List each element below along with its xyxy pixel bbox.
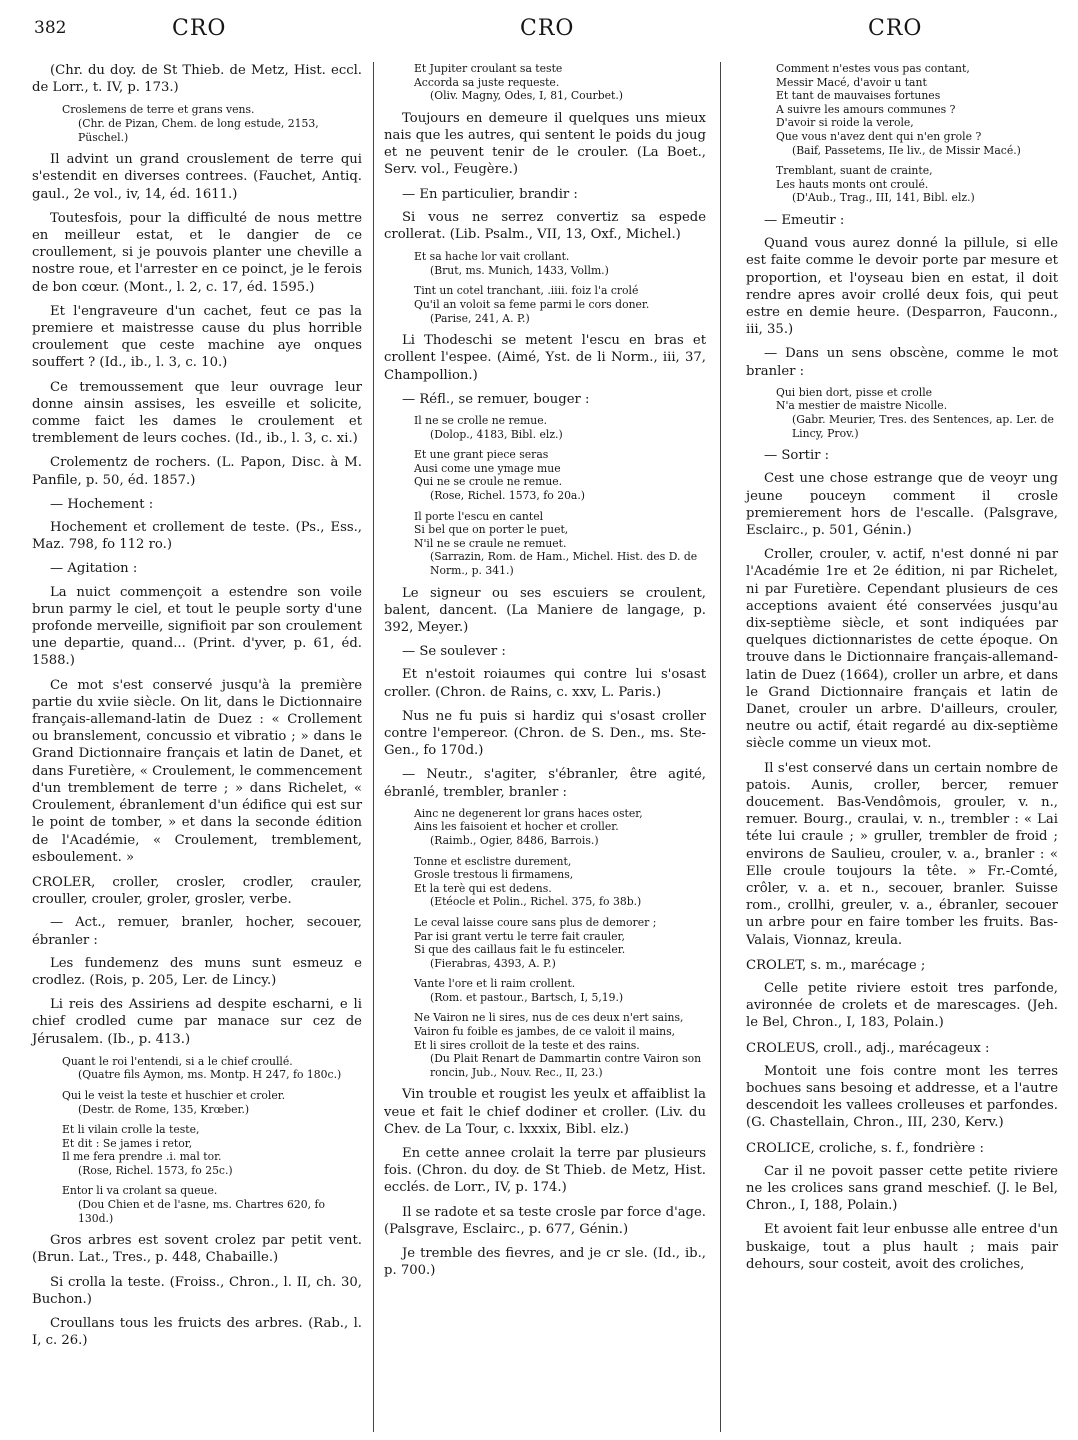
citation-paragraph: Croller, crouler, v. actif, n'est donné ni par l'Académie 1re et 2e édition, ni par Richelet, ni par Furetière. Cependant plusieurs de ces acceptions avaient été conservées jusqu'au dix-septième siècle, et sont indiquées par quelques dictionnaristes de cette époque. On trouve dans le Dictionnaire français-allemand-latin de Duez (1664), croller un arbre, et dans le Grand Dictionnaire français et latin de Danet, crouler un arbre. D'ailleurs, crouler, neutre ou actif, était regardé au dix-septième siècle comme un vieux mot. [746, 547, 1058, 752]
quotation-line: Tonne et esclistre durement, [414, 854, 572, 868]
quotation-line: Et Jupiter croulant sa teste [414, 62, 563, 75]
sense-heading: — Hochement : [50, 496, 154, 512]
quotation-line: Et li vilain crolle la teste, [62, 1123, 200, 1137]
quotation-source: (Etéocle et Polin., Richel. 375, fo 38b.) [430, 895, 642, 909]
citation-paragraph: Le signeur ou ses escuiers se croulent, balent, dancent. (La Maniere de langage, p. 392, Meyer.) [384, 585, 706, 635]
quotation-line: Qui bien dort, pisse et crolle [776, 385, 933, 399]
sense-heading: — Réfl., se remuer, bouger : [402, 391, 590, 407]
citation-paragraph: Gros arbres est sovent crolez par petit vent. (Brun. Lat., Tres., p. 448, Chabaille.) [32, 1233, 362, 1266]
quotation-line: Comment n'estes vous pas contant, [776, 62, 970, 75]
quotation-line: Vairon fu foible es jambes, de ce valoit il mains, [414, 1025, 676, 1039]
quotation-source: (Baif, Passetems, IIe liv., de Missir Macé.) [792, 143, 1021, 157]
entry-headword: CROLET, s. m., marécage ; [746, 957, 926, 973]
verse-quotation [32, 103, 362, 144]
column-center [384, 62, 706, 1286]
quotation-source: (Brut, ms. Munich, 1433, Vollm.) [430, 263, 609, 277]
verse-quotation [32, 1055, 362, 1082]
quotation-source: (Oliv. Magny, Odes, I, 81, Courbet.) [430, 89, 623, 103]
verse-quotation [384, 250, 706, 277]
quotation-line: D'avoir si roide la verole, [776, 116, 914, 130]
quotation-line: Ausi come une ymage mue [414, 461, 561, 475]
quotation-source: (Fierabras, 4393, A. P.) [430, 956, 556, 970]
verse-quotation [746, 386, 1058, 440]
citation-paragraph: Les fundemenz des muns sunt esmeuz e crodlez. (Rois, p. 205, Ler. de Lincy.) [32, 955, 362, 988]
citation-paragraph: Li reis des Assiriens ad despite escharni, e li chief crodled cume par manace sur cez de Jérusalem. (Ib., p. 413.) [32, 997, 362, 1047]
verse-quotation [746, 164, 1058, 205]
quotation-source: (Du Plait Renart de Dammartin contre Vairon son roncin, Jub., Nouv. Rec., II, 23.) [430, 1052, 702, 1079]
sense-heading: — Agitation : [50, 561, 138, 577]
column-divider-right [720, 62, 721, 1432]
citation-paragraph: Toutesfois, pour la difficulté de nous mettre en meilleur estat, et le dangier de ce croullement, si je pouvois planter une cheville a nostre roue, et l'arrester en ce poinct, je le ferois de bon cœur. (Mont., l. 2, c. 17, éd. 1595.) [32, 210, 362, 295]
sense-heading: — Act., remuer, branler, hocher, secouer, ébranler : [32, 915, 362, 948]
verse-quotation [384, 1011, 706, 1079]
quotation-source: (Raimb., Ogier, 8486, Barrois.) [430, 833, 599, 847]
sense-heading: — Emeutir : [764, 212, 845, 228]
running-head-left: CRO [172, 16, 227, 41]
quotation-line: Et li sires crolloit de la teste et des rains. [414, 1038, 640, 1052]
quotation-line: Et une grant piece seras [414, 448, 549, 462]
quotation-line: A suivre les amours communes ? [776, 102, 956, 116]
quotation-line: Qui ne se croule ne remue. [414, 475, 563, 489]
verse-quotation [384, 448, 706, 502]
verse-quotation [32, 1123, 362, 1177]
quotation-line: Ne Vairon ne li sires, nus de ces deux n'ert sains, [414, 1011, 684, 1025]
quotation-line: Et dit : Se james i retor, [62, 1136, 193, 1150]
entry-headword: CROLICE, croliche, s. f., fondrière : [746, 1140, 984, 1156]
quotation-source: (Rose, Richel. 1573, fo 25c.) [78, 1163, 233, 1177]
citation-paragraph: Si vous ne serrez convertiz sa espede crollerat. (Lib. Psalm., VII, 13, Oxf., Michel.) [384, 209, 706, 242]
quotation-source: (Quatre fils Aymon, ms. Montp. H 247, fo 180c.) [78, 1068, 342, 1082]
quotation-source: (Dou Chien et de l'asne, ms. Chartres 620, fo 130d.) [78, 1198, 325, 1225]
running-head-center: CRO [520, 16, 575, 41]
quotation-line: Et sa hache lor vait crollant. [414, 250, 570, 264]
quotation-line: Il porte l'escu en cantel [414, 509, 544, 523]
quotation-source: (Rom. et pastour., Bartsch, I, 5,19.) [430, 990, 624, 1004]
quotation-line: Tremblant, suant de crainte, [776, 164, 933, 178]
verse-quotation [384, 510, 706, 578]
quotation-source: (Destr. de Rome, 135, Krœber.) [78, 1102, 250, 1116]
verse-quotation [384, 855, 706, 909]
citation-paragraph: Li Thodeschi se metent l'escu en bras et crollent l'espee. (Aimé, Yst. de li Norm., iii, 37, Champollion.) [384, 333, 706, 383]
quotation-line: Ains les faisoient et hocher et croller. [414, 820, 619, 834]
citation-paragraph: Et avoient fait leur enbusse alle entree d'un buskaige, tout a plus hault ; mais pair dehours, sour costeit, avoit des croliches, [746, 1222, 1058, 1272]
citation-paragraph: Toujours en demeure il quelques uns mieux nais que les autres, qui sentent le poids du joug et ne peuvent tenir de le crouler. (La Boet., Serv. vol., Feugère.) [384, 110, 706, 178]
citation-paragraph: Il s'est conservé dans un certain nombre de patois. Aunis, croller, bercer, remuer doucement. Bas-Vendômois, grouler, v. n., remuer. Bourg., craulai, v. n., trembler : « Lai téte lui craule ; » gruller, trembler de froid ; environs de Saulieu, crouler, v. a., branler : « Elle croule toujours la tête. » Fr.-Comté, crôler, v. a. et n., secouer, branler. Suisse rom., crollhi, greuler, v. a., ébranler, secouer un arbre pour en faire tomber les fruits. Bas-Valais, Vionnaz, kreula. [746, 760, 1058, 948]
quotation-source: (D'Aub., Trag., III, 141, Bibl. elz.) [792, 191, 975, 205]
quotation-line: Tint un cotel tranchant, .iiii. foiz l'a crolé [414, 284, 639, 298]
quotation-line: N'il ne se craule ne remuet. [414, 536, 567, 550]
quotation-line: Ainc ne degenerent lor grans haces oster, [414, 806, 643, 820]
verse-quotation [384, 284, 706, 325]
quotation-source: (Rose, Richel. 1573, fo 20a.) [430, 488, 586, 502]
citation-paragraph: Ce tremoussement que leur ouvrage leur donne ainsin assises, les esveille et solicite, comme faict les dames le croulement et tremblement de leurs coches. (Id., ib., l. 3, c. xi.) [32, 379, 362, 447]
quotation-line: Qu'il an voloit sa feme parmi le cors doner. [414, 297, 650, 311]
quotation-line: Et la terè qui est dedens. [414, 881, 552, 895]
sense-heading: — En particulier, brandir : [402, 186, 578, 202]
citation-paragraph: (Chr. du doy. de St Thieb. de Metz, Hist. eccl. de Lorr., t. IV, p. 173.) [32, 63, 362, 96]
quotation-line: Il ne se crolle ne remue. [414, 413, 548, 427]
quotation-line: Que vous n'avez dent qui n'en grole ? [776, 129, 982, 143]
quotation-line: Entor li va crolant sa queue. [62, 1184, 218, 1198]
entry-headword: CROLER, croller, crosler, crodler, crauler, crouller, crouler, groler, grosler, verbe. [32, 874, 362, 908]
quotation-line: Si bel que on porter le puet, [414, 523, 569, 537]
page-number: 382 [34, 18, 67, 38]
citation-paragraph: Ce mot s'est conservé jusqu'à la première partie du xviie siècle. On lit, dans le Dictionnaire français-allemand-latin de Duez : « Crollement ou branslement, concussio et vibratio ; » dans le Grand Dictionnaire français et latin de Danet, et dans Furetière, « Croulement, le commencement d'un tremblement de terre ; » dans Richelet, « Croulement, ébranlement d'un édifice qui est sur le point de tomber, » et dans la seconde édition de l'Académie, « Croulement, tremblement, esboulement. » [32, 677, 362, 865]
citation-paragraph: Celle petite riviere estoit tres parfonde, avironnée de crolets et de marescages. (Jeh. le Bel, Chron., I, 183, Polain.) [746, 981, 1058, 1031]
quotation-line: Croslemens de terre et grans vens. [62, 103, 255, 117]
sense-heading: — Dans un sens obscène, comme le mot branler : [746, 346, 1058, 379]
column-right [746, 62, 1058, 1280]
citation-paragraph: Et n'estoit roiaumes qui contre lui s'osast croller. (Chron. de Rains, c. xxv, L. Paris.) [384, 667, 706, 700]
sense-heading: — Neutr., s'agiter, s'ébranler, être agité, ébranlé, trembler, branler : [384, 767, 706, 800]
quotation-line: Le ceval laisse coure sans plus de demorer ; [414, 915, 657, 929]
citation-paragraph: Il advint un grand crouslement de terre qui s'estendit en diverses contrees. (Fauchet, Antiq. gaul., 2e vol., iv, 14, éd. 1611.) [32, 152, 362, 202]
verse-quotation [384, 807, 706, 848]
quotation-source: (Chr. de Pizan, Chem. de long estude, 2153, Püschel.) [78, 117, 319, 144]
citation-paragraph: Vin trouble et rougist les yeulx et affaiblist la veue et fait le chief dodiner et croller. (Liv. du Chev. de La Tour, c. lxxxix, Bibl. elz.) [384, 1087, 706, 1137]
quotation-line: Quant le roi l'entendi, si a le chief croullé. [62, 1054, 293, 1068]
entry-headword: CROLEUS, croll., adj., marécageux : [746, 1040, 990, 1056]
verse-quotation [384, 916, 706, 970]
quotation-line: Grosle trestous li firmamens, [414, 868, 574, 882]
quotation-line: Qui le veist la teste et huschier et croler. [62, 1088, 286, 1102]
citation-paragraph: En cette annee crolait la terre par plusieurs fois. (Chron. du doy. de St Thieb. de Metz, Hist. ecclés. de Lorr., IV, p. 174.) [384, 1146, 706, 1196]
citation-paragraph: Car il ne povoit passer cette petite riviere ne les crolices sans grand meschief. (J. le Bel, Chron., I, 188, Polain.) [746, 1163, 1058, 1214]
quotation-source: (Sarrazin, Rom. de Ham., Michel. Hist. des D. de Norm., p. 341.) [430, 550, 698, 577]
column-left [32, 62, 362, 1356]
citation-paragraph: Nus ne fu puis si hardiz qui s'osast croller contre l'empereor. (Chron. de S. Den., ms. Ste-Gen., fo 170d.) [384, 708, 706, 759]
quotation-line: Vante l'ore et li raim crollent. [414, 977, 576, 991]
quotation-source: (Parise, 241, A. P.) [430, 311, 530, 325]
quotation-line: Et tant de mauvaises fortunes [776, 89, 941, 103]
column-divider-left [373, 62, 374, 1432]
citation-paragraph: Si crolla la teste. (Froiss., Chron., l. II, ch. 30, Buchon.) [32, 1274, 362, 1307]
running-head-right: CRO [868, 16, 923, 41]
quotation-line: Il me fera prendre .i. mal tor. [62, 1150, 222, 1164]
sense-heading: — Sortir : [764, 448, 830, 464]
quotation-line: Accorda sa juste requeste. [414, 75, 560, 89]
quotation-line: N'a mestier de maistre Nicolle. [776, 399, 948, 413]
verse-quotation [32, 1184, 362, 1225]
citation-paragraph: La nuict commençoit a estendre son voile brun parmy le ciel, et tout le peuple sorty d'une profonde merveille, signifioit par son croulement une departie, quand... (Print. d'yver, p. 61, éd. 1588.) [32, 584, 362, 669]
citation-paragraph: Montoit une fois contre mont les terres bochues sans besoing et addresse, et a l'autre descendoit les vallees crolleuses et parfondes. (G. Chastellain, Chron., III, 230, Kerv.) [746, 1063, 1058, 1131]
citation-paragraph: Hochement et crollement de teste. (Ps., Ess., Maz. 798, fo 112 ro.) [32, 520, 362, 553]
quotation-source: (Gabr. Meurier, Tres. des Sentences, ap. Ler. de Lincy, Prov.) [792, 412, 1054, 440]
quotation-source: (Dolop., 4183, Bibl. elz.) [430, 427, 563, 441]
verse-quotation [384, 414, 706, 441]
citation-paragraph: Et l'engraveure d'un cachet, feut ce pas la premiere et maistresse cause du plus horrible croulement que ceste machine aye onques souffert ? (Id., ib., l. 3, c. 10.) [32, 303, 362, 371]
citation-paragraph: Cest une chose estrange que de veoyr ung jeune pouceyn comment il crosle premierement hors de l'escalle. (Palsgrave, Esclairc., p. 501, Génin.) [746, 471, 1058, 538]
quotation-line: Par isi grant vertu le terre fait crauler, [414, 929, 625, 943]
citation-paragraph: Croullans tous les fruicts des arbres. (Rab., l. I, c. 26.) [32, 1316, 362, 1349]
verse-quotation [32, 1089, 362, 1116]
quotation-line: Si que des caillaus fait le fu estinceler. [414, 943, 626, 957]
quotation-line: Messir Macé, d'avoir u tant [776, 75, 927, 89]
verse-quotation [384, 62, 706, 103]
citation-paragraph: Je tremble des fievres, and je cr sle. (Id., ib., p. 700.) [384, 1246, 706, 1279]
sense-heading: — Se soulever : [402, 644, 506, 660]
citation-paragraph: Il se radote et sa teste crosle par force d'age. (Palsgrave, Esclairc., p. 677, Génin.) [384, 1204, 706, 1237]
verse-quotation [384, 977, 706, 1004]
citation-paragraph: Crolementz de rochers. (L. Papon, Disc. à M. Panfile, p. 50, éd. 1857.) [32, 455, 362, 488]
citation-paragraph: Quand vous aurez donné la pillule, si elle est faite comme le devoir porte par mesure et proportion, et l'oyseau bien en estat, il doit rendre apres avoir crollé deux fois, qui peut estre en demie heure. (Desparron, Fauconn., iii, 35.) [746, 236, 1058, 338]
verse-quotation [746, 62, 1058, 157]
quotation-line: Les hauts monts ont croulé. [776, 177, 929, 191]
